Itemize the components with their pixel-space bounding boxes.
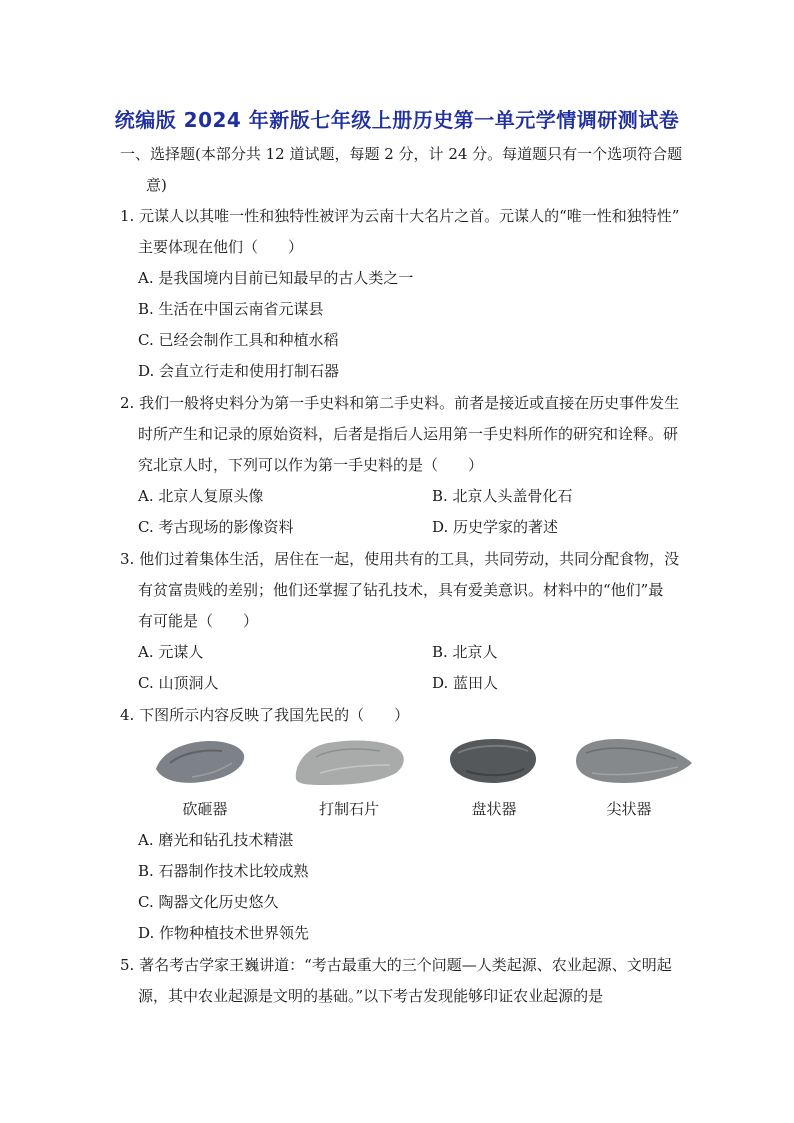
q1-option-a: A. 是我国境内目前已知最早的古人类之一: [138, 269, 414, 287]
q2-option-a: A. 北京人复原头像: [138, 487, 264, 505]
q4-option-a: A. 磨光和钻孔技术精湛: [138, 831, 294, 849]
q3-option-d: D. 蓝田人: [432, 674, 499, 692]
figure-caption-disc: 盘状器: [471, 800, 517, 818]
q3-option-c: C. 山顶洞人: [138, 674, 219, 692]
q4-option-c: C. 陶器文化历史悠久: [138, 893, 279, 911]
q2-stem-line-2: 时所产生和记录的原始资料，后者是指后人运用第一手史料所作的研究和诠释。研: [138, 425, 679, 443]
q1-option-d: D. 会直立行走和使用打制石器: [138, 362, 340, 380]
q3-option-b: B. 北京人: [432, 643, 498, 661]
q3-stem-line-1: 3. 他们过着集体生活，居住在一起，使用共有的工具，共同劳动，共同分配食物，没: [120, 550, 680, 568]
page-title: 统编版 2024 年新版七年级上册历史第一单元学情调研测试卷: [114, 108, 680, 132]
q2-option-b: B. 北京人头盖骨化石: [432, 487, 573, 505]
q5-stem-line-1: 5. 著名考古学家王巍讲道：“考古最重大的三个问题—人类起源、农业起源、文明起: [120, 956, 672, 974]
q3-stem-line-2: 有贫富贵贱的差别；他们还掌握了钻孔技术，具有爱美意识。材料中的“他们”最: [138, 581, 664, 599]
q4-stem-line-1: 4. 下图所示内容反映了我国先民的（ ）: [120, 706, 410, 724]
q2-stem-line-1: 2. 我们一般将史料分为第一手史料和第二手史料。前者是接近或直接在历史事件发生: [120, 394, 680, 412]
q2-option-d: D. 历史学家的著述: [432, 518, 559, 536]
disc-stone-icon: [444, 735, 540, 787]
figure-caption-flake: 打制石片: [318, 800, 379, 818]
point-stone-icon: [572, 735, 696, 787]
q1-stem-line-2: 主要体现在他们（ ）: [138, 238, 304, 256]
q1-option-c: C. 已经会制作工具和种植水稻: [138, 331, 339, 349]
q3-stem-line-3: 有可能是（ ）: [138, 612, 259, 630]
q4-option-d: D. 作物种植技术世界领先: [138, 924, 310, 942]
q1-option-b: B. 生活在中国云南省元谋县: [138, 300, 324, 318]
flake-stone-icon: [290, 735, 408, 789]
q3-option-a: A. 元谋人: [138, 643, 204, 661]
q1-stem-line-1: 1. 元谋人以其唯一性和独特性被评为云南十大名片之首。元谋人的“唯一性和独特性”: [120, 207, 680, 225]
figure-caption-chopper: 砍砸器: [182, 800, 228, 818]
section-heading-line-2: 意): [146, 176, 167, 194]
q2-option-c: C. 考古现场的影像资料: [138, 518, 294, 536]
section-heading-line-1: 一、选择题(本部分共 12 道试题，每题 2 分，计 24 分。每道题只有一个选项符合题: [120, 145, 683, 163]
q4-option-b: B. 石器制作技术比较成熟: [138, 862, 309, 880]
q2-stem-line-3: 究北京人时，下列可以作为第一手史料的是（ ）: [138, 456, 484, 474]
q5-stem-line-2: 源，其中农业起源是文明的基础。”以下考古发现能够印证农业起源的是: [138, 987, 604, 1005]
chopper-stone-icon: [152, 733, 248, 789]
figure-caption-point: 尖状器: [606, 800, 652, 818]
